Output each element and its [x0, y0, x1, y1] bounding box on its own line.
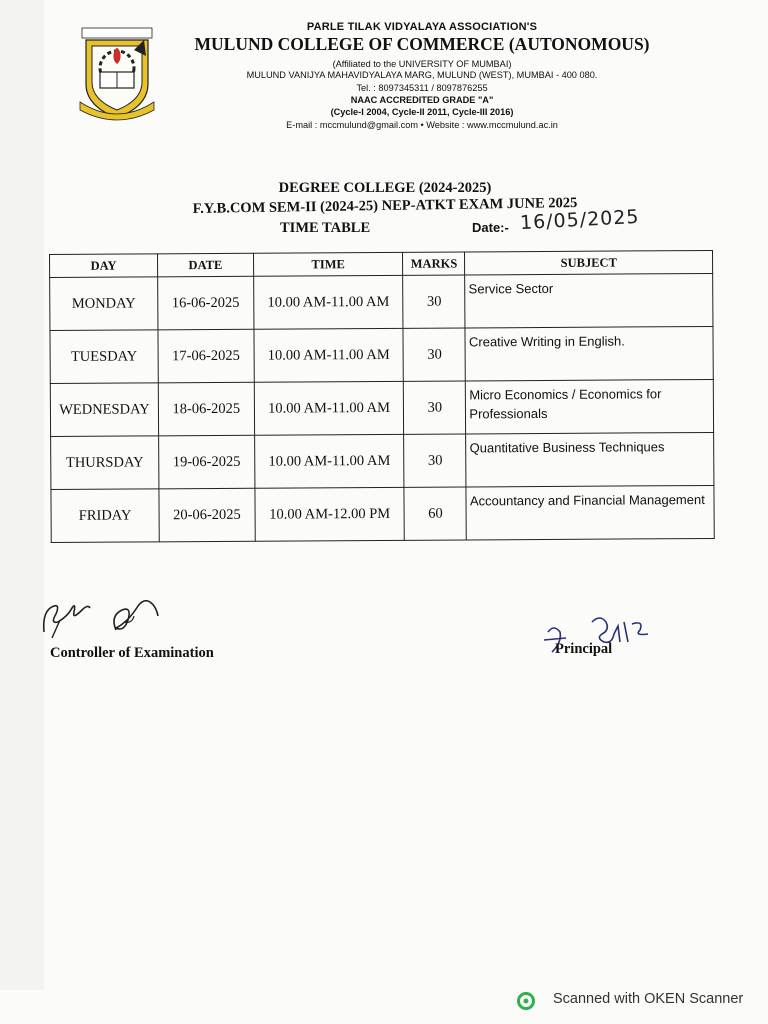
telephone: Tel. : 8097345311 / 8097876255 [356, 83, 488, 93]
date-label: Date:- [472, 220, 509, 235]
cell-time: 10.00 AM-11.00 AM [254, 328, 404, 382]
controller-signature [38, 592, 168, 642]
cell-marks: 60 [404, 487, 466, 540]
accreditation-cycles: (Cycle-I 2004, Cycle-II 2011, Cycle-III 2016) [330, 107, 514, 117]
cell-day: MONDAY [50, 277, 158, 331]
cell-date: 20-06-2025 [159, 488, 255, 542]
contact-info: E-mail : mccmulund@gmail.com • Website : www.mccmulund.ac.in [286, 120, 558, 130]
controller-label: Controller of Examination [50, 645, 214, 661]
cell-date: 18-06-2025 [158, 382, 254, 436]
cell-date: 16-06-2025 [158, 276, 254, 330]
cell-marks: 30 [403, 275, 465, 328]
column-header-marks: MARKS [403, 252, 465, 275]
column-header-day: DAY [50, 254, 158, 278]
table-row [50, 273, 713, 330]
cell-subject: Creative Writing in English. [465, 326, 713, 381]
naac-grade: NAAC ACCREDITED GRADE "A" [350, 95, 494, 105]
cell-marks: 30 [403, 328, 465, 381]
college-logo [74, 26, 160, 122]
scan-shadow [0, 0, 44, 990]
cell-time: 10.00 AM-11.00 AM [253, 275, 403, 329]
cell-time: 10.00 AM-12.00 PM [255, 487, 405, 541]
principal-label: Principal [555, 641, 613, 657]
cell-day: TUESDAY [50, 330, 158, 384]
table-row [50, 326, 713, 383]
cell-marks: 30 [404, 381, 466, 434]
cell-subject: Accountancy and Financial Management [466, 485, 714, 540]
table-row [51, 485, 714, 542]
association-name: PARLE TILAK VIDYALAYA ASSOCIATION'S [306, 21, 538, 33]
cell-date: 17-06-2025 [158, 329, 254, 383]
table-row [51, 432, 714, 489]
cell-subject: Quantitative Business Techniques [466, 432, 714, 487]
title-line-2: F.Y.B.COM SEM-II (2024-25) NEP-ATKT EXAM JUNE 2025 [192, 194, 578, 218]
affiliation: (Affiliated to the UNIVERSITY OF MUMBAI) [332, 59, 512, 69]
cell-date: 19-06-2025 [159, 435, 255, 489]
address: MULUND VANIJYA MAHAVIDYALAYA MARG, MULUND (WEST), MUMBAI - 400 080. [246, 70, 598, 80]
column-header-time: TIME [253, 252, 403, 276]
table-row [50, 379, 713, 436]
handwritten-date: 16/05/2025 [519, 205, 641, 235]
cell-day: THURSDAY [51, 436, 159, 490]
scanner-watermark: Scanned with OKEN Scanner [553, 991, 744, 1007]
column-header-subject: SUBJECT [465, 250, 713, 275]
cell-time: 10.00 AM-11.00 AM [254, 381, 404, 435]
cell-day: FRIDAY [51, 489, 159, 543]
title-line-1: DEGREE COLLEGE (2024-2025) [278, 180, 492, 196]
cell-subject: Micro Economics / Economics for Professionals [466, 379, 714, 434]
timetable [49, 250, 715, 543]
column-header-date: DATE [157, 253, 253, 277]
cell-subject: Service Sector [465, 273, 713, 328]
time-table-heading: TIME TABLE [280, 220, 371, 236]
cell-marks: 30 [404, 434, 466, 487]
college-name: MULUND COLLEGE OF COMMERCE (AUTONOMOUS) [194, 34, 650, 54]
cell-day: WEDNESDAY [50, 383, 158, 437]
scanner-logo-icon [517, 992, 535, 1010]
cell-time: 10.00 AM-11.00 AM [254, 434, 404, 488]
